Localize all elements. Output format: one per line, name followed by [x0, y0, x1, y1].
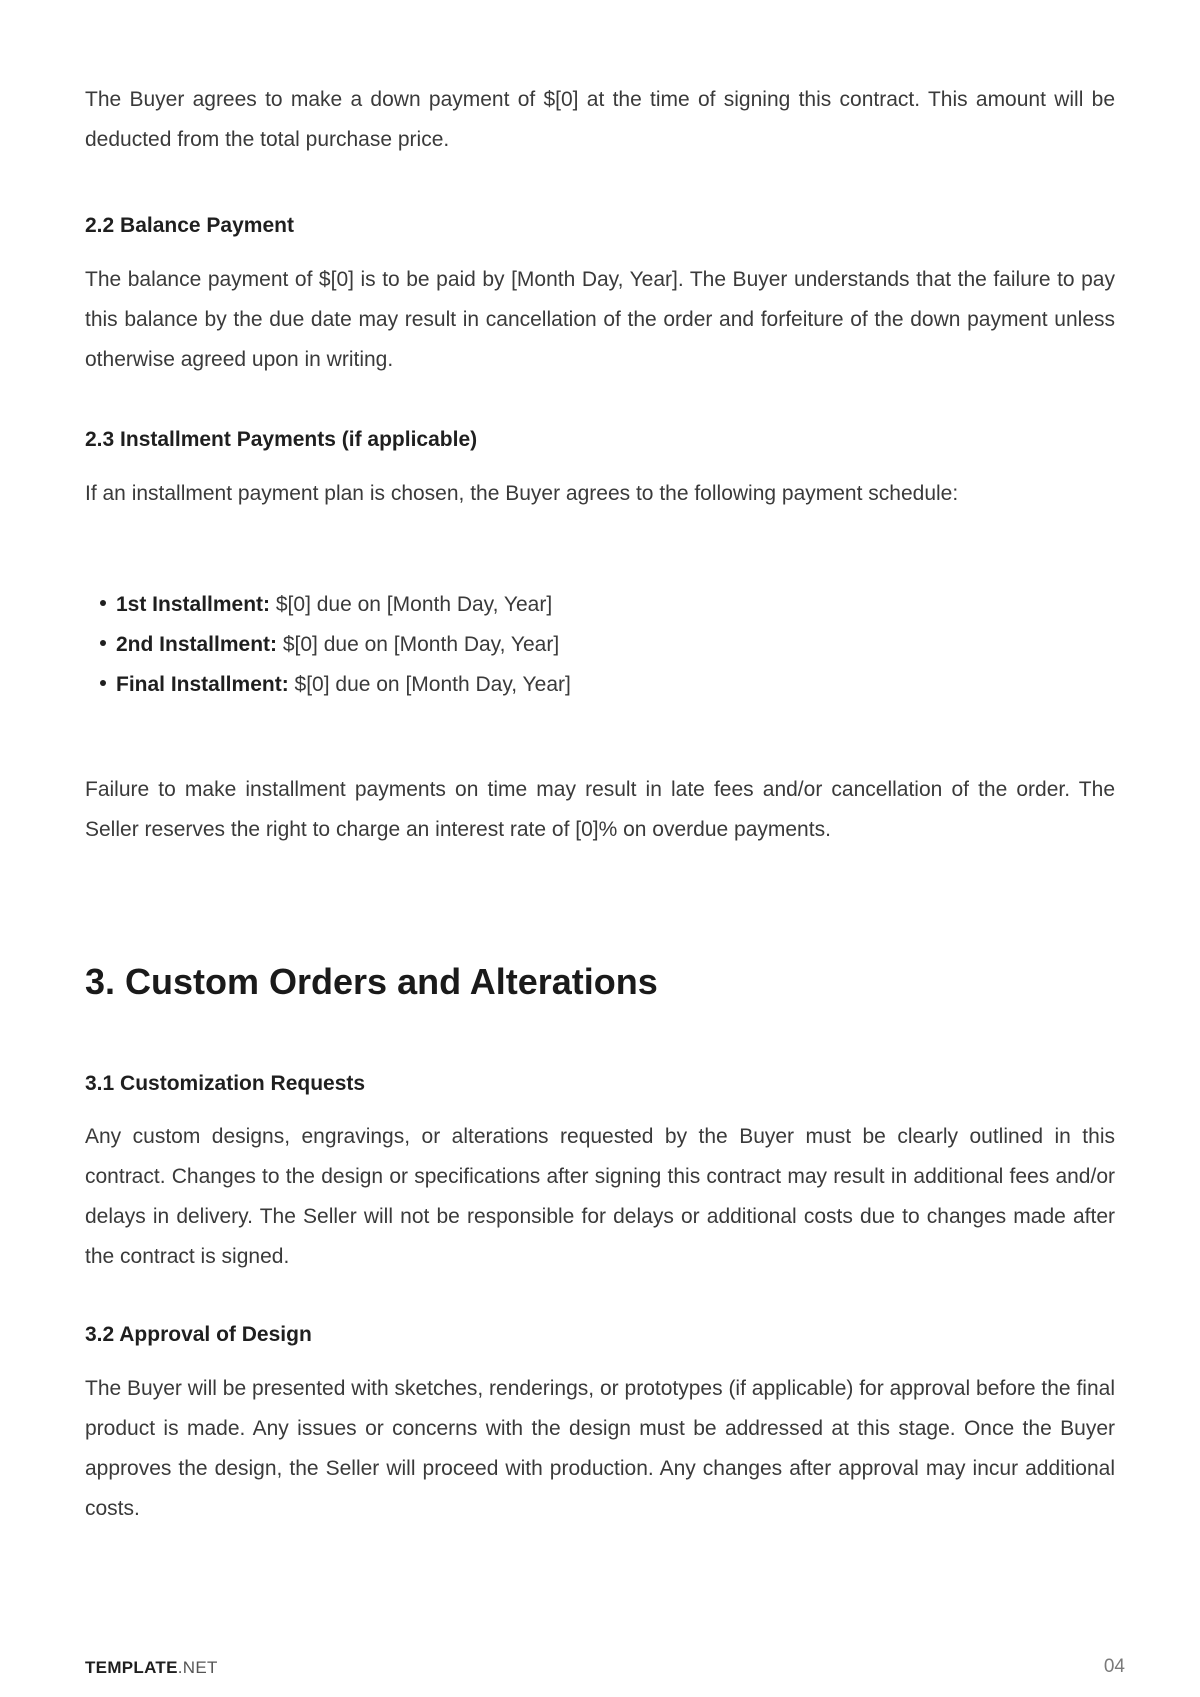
- installment-intro-paragraph: If an installment payment plan is chosen, the Buyer agrees to the following payment schedule:: [85, 482, 959, 505]
- bullet-icon: [100, 680, 106, 686]
- bullet-icon: [100, 600, 106, 606]
- installment-detail: $[0] due on [Month Day, Year]: [270, 593, 553, 616]
- down-payment-paragraph: The Buyer agrees to make a down payment of $[0] at the time of signing this contract. This amount will be deducted from the total purchase price.: [85, 88, 1115, 151]
- approval-of-design-paragraph: The Buyer will be presented with sketches, renderings, or prototypes (if applicable) for approval before the final product is made. Any issues or concerns with the design must be addressed at this stage. Once the Buyer approves the design, the Seller will proceed with production. Any changes after approval may incur additional costs.: [85, 1377, 1115, 1520]
- approval-of-design-heading: 3.2 Approval of Design: [85, 1323, 312, 1346]
- customization-requests-paragraph: Any custom designs, engravings, or alterations requested by the Buyer must be clearly outlined in this contract. Changes to the design or specifications after signing this contract may result in additional fees and/or delays in delivery. The Seller will not be responsible for delays or additional costs due to changes made after the contract is signed.: [85, 1125, 1115, 1268]
- installment-list-item: [100, 585, 571, 625]
- brand-domain: .NET: [177, 1658, 218, 1677]
- installment-payments-heading: 2.3 Installment Payments (if applicable): [85, 428, 478, 451]
- bullet-icon: [100, 640, 106, 646]
- installment-detail: $[0] due on [Month Day, Year]: [277, 633, 560, 656]
- page-number: 04: [1103, 1656, 1125, 1677]
- brand-name: TEMPLATE: [85, 1658, 178, 1677]
- footer-brand-logo: [85, 1657, 218, 1679]
- installment-label: 2nd Installment:: [116, 633, 278, 656]
- installment-detail: $[0] due on [Month Day, Year]: [288, 673, 571, 696]
- balance-payment-paragraph: The balance payment of $[0] is to be paid by [Month Day, Year]. The Buyer understands that the failure to pay this balance by the due date may result in cancellation of the order and forfeiture of the down payment unless otherwise agreed upon in writing.: [85, 268, 1115, 371]
- customization-requests-heading: 3.1 Customization Requests: [85, 1072, 366, 1095]
- installment-list-item: [100, 625, 571, 665]
- installment-note-paragraph: Failure to make installment payments on time may result in late fees and/or cancellation of the order. The Seller reserves the right to charge an interest rate of [0]% on overdue payments.: [85, 778, 1115, 841]
- installment-label: 1st Installment:: [116, 593, 271, 616]
- balance-payment-heading: 2.2 Balance Payment: [85, 214, 294, 237]
- installment-label: Final Installment:: [116, 673, 289, 696]
- installment-list: [100, 585, 571, 705]
- section-title: 3. Custom Orders and Alterations: [85, 961, 658, 1002]
- installment-list-item: [100, 665, 571, 705]
